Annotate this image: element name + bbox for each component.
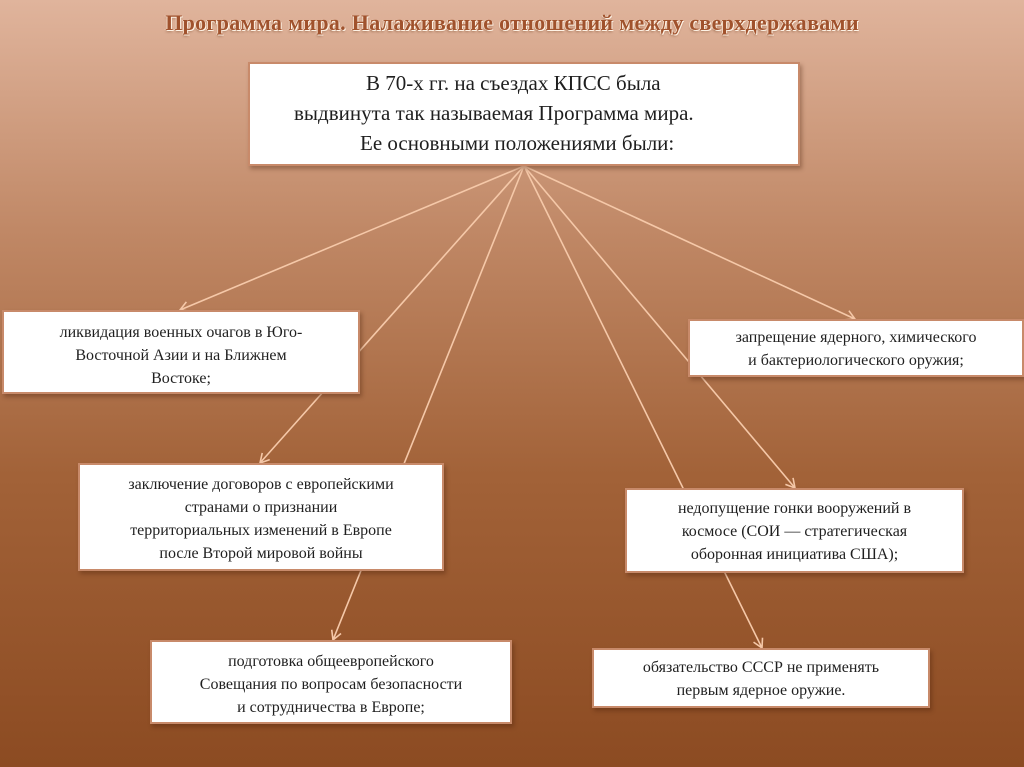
point-4-line: оборонная инициатива США); bbox=[690, 546, 899, 563]
main-statement-box bbox=[248, 62, 800, 166]
point-1-line: Восточной Азии и на Ближнем bbox=[75, 347, 287, 364]
point-4-line: недопущение гонки вооружений в bbox=[677, 500, 912, 517]
arrow-to-point-1 bbox=[180, 166, 524, 310]
point-box-military-conflicts bbox=[2, 310, 360, 394]
point-box-european-treaties bbox=[78, 463, 444, 571]
point-5-line: и сотрудничества в Европе; bbox=[237, 699, 425, 716]
point-3-line: территориальных изменений в Европе bbox=[130, 522, 392, 539]
point-2-line: и бактериологического оружия; bbox=[748, 352, 964, 369]
point-6-line: обязательство СССР не применять bbox=[642, 659, 880, 676]
point-3-line: странами о признании bbox=[184, 499, 338, 516]
main-statement-line-3: Ее основными положениями были: bbox=[360, 131, 675, 155]
arrow-to-point-2 bbox=[524, 166, 855, 319]
point-4-line: космосе (СОИ — стратегическая bbox=[681, 523, 908, 540]
point-5-line: Совещания по вопросам безопасности bbox=[199, 676, 463, 693]
point-1-line: ликвидация военных очагов в Юго- bbox=[59, 324, 303, 341]
main-statement-line-1: В 70-х гг. на съездах КПСС была bbox=[366, 71, 661, 95]
point-6-line: первым ядерное оружие. bbox=[676, 682, 846, 699]
point-3-line: заключение договоров с европейскими bbox=[128, 476, 394, 493]
point-box-weapons-ban bbox=[688, 319, 1024, 377]
point-5-line: подготовка общеевропейского bbox=[228, 653, 434, 670]
point-box-european-conference bbox=[150, 640, 512, 724]
point-box-space-arms-race bbox=[625, 488, 964, 573]
page-title: Программа мира. Налаживание отношений между сверхдержавами bbox=[165, 10, 859, 35]
point-box-no-first-use bbox=[592, 648, 930, 708]
main-statement-line-2: выдвинута так называемая Программа мира. bbox=[294, 101, 694, 125]
point-1-line: Востоке; bbox=[151, 370, 211, 387]
point-3-line: после Второй мировой войны bbox=[159, 545, 363, 562]
point-2-line: запрещение ядерного, химического bbox=[735, 329, 977, 346]
